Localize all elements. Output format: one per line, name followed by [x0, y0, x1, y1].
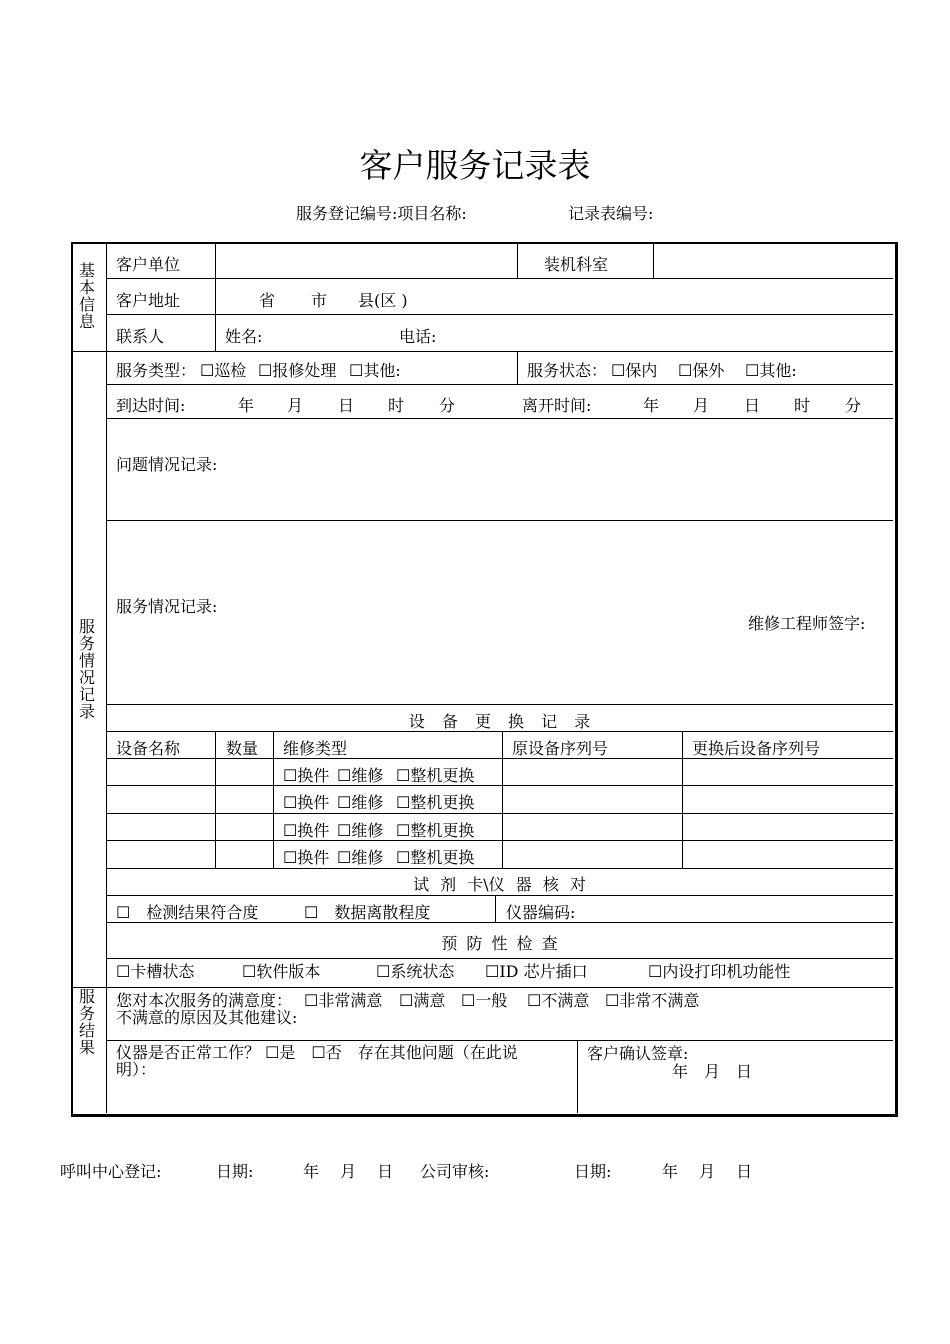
header-repair-type: 维修类型: [283, 739, 348, 758]
reagent-check-title: 试 剂 卡\仪 器 核 对: [413, 875, 586, 894]
call-center-label: 呼叫中心登记:: [60, 1162, 162, 1181]
problem-record-field[interactable]: [108, 420, 890, 518]
checkbox-repair-type[interactable]: ☐维修: [337, 848, 384, 867]
arrive-month: 月: [287, 396, 304, 415]
checkbox-inspection[interactable]: ☐巡检: [200, 361, 247, 380]
replace-record-title: 设 备 更 换 记 录: [408, 712, 591, 731]
header-quantity: 数量: [226, 739, 259, 758]
checkbox-other-type[interactable]: ☐其他:: [349, 361, 401, 380]
col-line: [577, 1040, 578, 1113]
col-line: [517, 243, 518, 278]
row-line: [106, 868, 893, 869]
instrument-status-question: 仪器是否正常工作？ ☐是 ☐否 存在其他问题（在此说: [116, 1043, 518, 1062]
company-review-date: 年 月 日: [662, 1162, 753, 1181]
call-center-date: 年 月 日: [303, 1162, 394, 1181]
registration-no-label: 服务登记编号:项目名称:: [296, 204, 467, 223]
leave-minute: 分: [845, 396, 862, 415]
col-line: [106, 243, 107, 1113]
date-label: 日期:: [216, 1162, 254, 1181]
section-service-result: [79, 988, 99, 1056]
checkbox-whole-replace[interactable]: ☐整机更换: [396, 821, 475, 840]
leave-time-label: 离开时间:: [522, 396, 592, 415]
date-label: 日期:: [574, 1162, 612, 1181]
col-line: [495, 895, 496, 922]
checkbox-average[interactable]: ☐一般: [461, 991, 508, 1010]
header-original-serial: 原设备序列号: [512, 739, 609, 758]
row-line: [106, 785, 893, 786]
arrive-day: 日: [338, 396, 355, 415]
checkbox-satisfied[interactable]: ☐满意: [399, 991, 446, 1010]
leave-hour: 时: [794, 396, 811, 415]
province-label: 省: [259, 291, 276, 310]
checkbox-part-replace[interactable]: ☐换件: [283, 848, 330, 867]
col-line: [653, 243, 654, 278]
dissatisfied-reason-label: 不满意的原因及其他建议:: [116, 1008, 298, 1027]
preventive-check-title: 预 防 性 检 查: [441, 934, 558, 953]
section-basic-info: [79, 262, 99, 330]
engineer-sign-label: 维修工程师签字:: [748, 614, 866, 633]
checkbox-repair[interactable]: ☐报修处理: [258, 361, 337, 380]
leave-month: 月: [693, 396, 710, 415]
section-line: [72, 351, 893, 352]
arrive-time-label: 到达时间:: [116, 396, 186, 415]
checkbox-whole-replace[interactable]: ☐整机更换: [396, 766, 475, 785]
checkbox-printer-function[interactable]: ☐内设打印机功能性: [648, 962, 791, 981]
section-service-record: [79, 618, 99, 720]
customer-unit-label: 客户单位: [116, 255, 181, 274]
header-device-name: 设备名称: [116, 739, 181, 758]
row-line: [106, 704, 893, 705]
customer-sign-date: 年 月 日: [672, 1062, 753, 1081]
checkbox-card-slot[interactable]: ☐卡槽状态: [116, 962, 195, 981]
checkbox-dissatisfied[interactable]: ☐不满意: [527, 991, 590, 1010]
col-line: [215, 243, 216, 351]
checkbox-very-satisfied[interactable]: ☐非常满意: [304, 991, 383, 1010]
leave-day: 日: [744, 396, 761, 415]
install-dept-field[interactable]: [656, 246, 890, 276]
customer-sign-label: 客户确认签章:: [587, 1044, 689, 1063]
service-status-label: 服务状态：: [527, 361, 608, 380]
name-label: 姓名:: [225, 327, 263, 346]
service-type-label: 服务类型：: [116, 361, 197, 380]
county-label: 县(区 ): [358, 291, 408, 310]
col-line: [215, 731, 216, 868]
install-dept-label: 装机科室: [544, 255, 609, 274]
row-line: [106, 278, 893, 279]
row-line: [106, 384, 893, 385]
arrive-minute: 分: [439, 396, 456, 415]
checkbox-system-status[interactable]: ☐系统状态: [376, 962, 455, 981]
leave-year: 年: [643, 396, 660, 415]
row-line: [106, 840, 893, 841]
section-label: 服务情况记录: [79, 617, 96, 721]
phone-label: 电话:: [399, 327, 437, 346]
header-new-serial: 更换后设备序列号: [692, 739, 821, 758]
service-record-label: 服务情况记录:: [116, 597, 218, 616]
customer-unit-field[interactable]: [218, 246, 514, 276]
checkbox-very-dissatisfied[interactable]: ☐非常不满意: [605, 991, 700, 1010]
checkbox-part-replace[interactable]: ☐换件: [283, 821, 330, 840]
row-line: [106, 813, 893, 814]
page-title: 客户服务记录表: [359, 146, 591, 185]
checkbox-part-replace[interactable]: ☐换件: [283, 793, 330, 812]
checkbox-result-conformity[interactable]: ☐ 检测结果符合度: [116, 903, 259, 922]
instrument-no-label: 仪器编码:: [506, 903, 576, 922]
checkbox-software-version[interactable]: ☐软件版本: [242, 962, 321, 981]
city-label: 市: [311, 291, 328, 310]
instrument-status-question-cont: 明）：: [116, 1060, 157, 1079]
row-line: [106, 314, 893, 315]
col-line: [517, 351, 518, 384]
row-line: [106, 520, 893, 521]
address-label: 客户地址: [116, 291, 181, 310]
company-review-label: 公司审核:: [420, 1162, 490, 1181]
section-label: 服务结果: [79, 987, 96, 1057]
col-line: [682, 731, 683, 868]
satisfaction-label: 您对本次服务的满意度：: [116, 991, 293, 1010]
checkbox-out-warranty[interactable]: ☐保外: [678, 361, 725, 380]
checkbox-other-status[interactable]: ☐其他:: [745, 361, 797, 380]
checkbox-data-dispersion[interactable]: ☐ 数据离散程度: [304, 903, 431, 922]
arrive-hour: 时: [388, 396, 405, 415]
checkbox-id-chip-port[interactable]: ☐ID 芯片插口: [485, 962, 588, 981]
checkbox-whole-replace[interactable]: ☐整机更换: [396, 848, 475, 867]
contact-label: 联系人: [116, 327, 165, 346]
arrive-year: 年: [238, 396, 255, 415]
col-line: [273, 731, 274, 868]
checkbox-repair-type[interactable]: ☐维修: [337, 793, 384, 812]
checkbox-repair-type[interactable]: ☐维修: [337, 766, 384, 785]
checkbox-repair-type[interactable]: ☐维修: [337, 821, 384, 840]
row-line: [106, 418, 893, 419]
checkbox-part-replace[interactable]: ☐换件: [283, 766, 330, 785]
checkbox-whole-replace[interactable]: ☐整机更换: [396, 793, 475, 812]
checkbox-in-warranty[interactable]: ☐保内: [611, 361, 658, 380]
col-line: [502, 731, 503, 868]
section-label: 基本信息: [79, 261, 96, 331]
problem-record-label: 问题情况记录:: [116, 455, 218, 474]
record-no-label: 记录表编号:: [568, 204, 654, 223]
row-line: [106, 895, 893, 896]
